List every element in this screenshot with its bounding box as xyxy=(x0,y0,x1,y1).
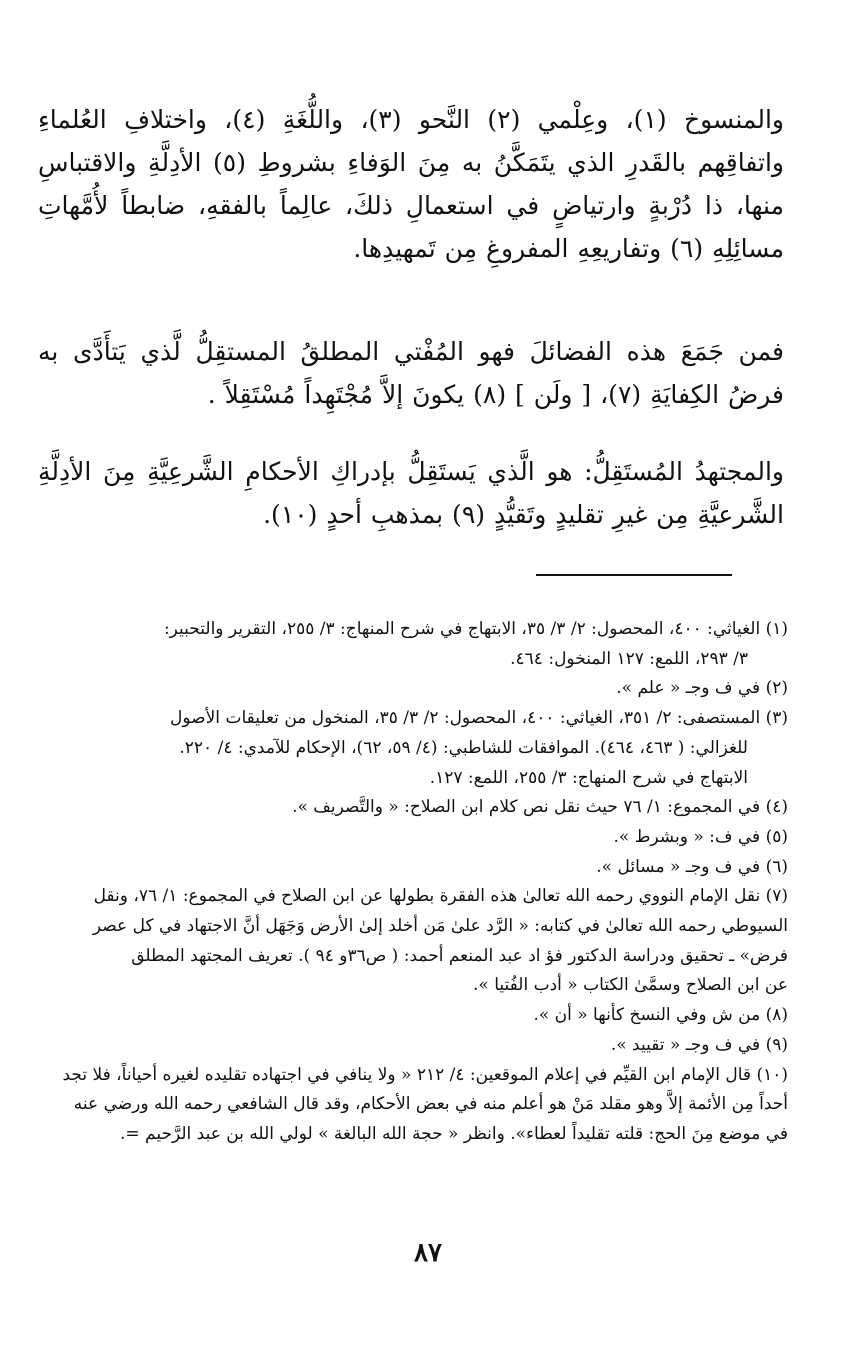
footnote-line: الابتهاج في شرح المنهاج: ٣/ ٢٥٥، اللمع: ١٢٧. xyxy=(429,767,748,788)
page-number: ٨٧ xyxy=(414,1238,442,1268)
footnote-line: (٨) من ش وفي النسخ كأنها « أن ». xyxy=(533,1005,788,1026)
body-paragraph-3: والمجتهدُ المُستَقِلُّ: هو الَّذي يَستَقِلُّ بإدراكِ الأحكامِ الشَّرعِيَّةِ مِنَ الأدِلَّةِ الشَّرعيَّةِ مِن غيرِ تقليدٍ وتَقيُّدٍ (٩) بمذهبِ أحدٍ (١٠). xyxy=(38,457,784,529)
footnote-line: ٣/ ٢٩٣، اللمع: ١٢٧ المنخول: ٤٦٤. xyxy=(510,648,748,669)
footnote-line: فرض» ـ تحقيق ودراسة الدكتور فؤ اد عبد المنعم أحمد: ( ص٣٦و ٩٤ ). تعريف المجتهد المطلق xyxy=(131,945,788,966)
footnotes-list xyxy=(32,615,788,1150)
footnote-line: (٤) في المجموع: ١/ ٧٦ حيث نقل نص كلام ابن الصلاح: « والتَّصريف ». xyxy=(292,797,788,818)
footnote-line: السيوطي رحمه الله تعالىٰ في كتابه: « الرَّد علىٰ مَن أخلد إلىٰ الأرض وَجَهَل أنَّ الاجتهاد في كل عصر xyxy=(92,916,788,937)
footnote-line: (٢) في ف وجـ « علم ». xyxy=(616,678,788,699)
footnote-line: (٩) في ف وجـ « تقييد ». xyxy=(610,1034,788,1055)
body-paragraph-1: والمنسوخ (١)، وعِلْمي (٢) النَّحو (٣)، واللُّغَةِ (٤)، واختلافِ العُلماءِ واتفاقِهم بالقَدرِ الذي يتَمَكَّنُ به مِنَ الوَفاءِ بشروطِ (٥) الأدِلَّةِ والاقتباسِ منها، ذا دُرْبةٍ وارتياضٍ في استعمالِ ذلكَ، عالِماً بالفقهِ، ضابطاً لأُمَّهاتِ مسائِلِهِ (٦) وتفاريعِهِ المفروغِ مِن تَمهيدِها. xyxy=(38,105,784,263)
footnote-line: (٦) في ف وجـ « مسائل ». xyxy=(596,856,788,877)
body-paragraph-2: فمن جَمَعَ هذه الفضائلَ فهو المُفْتي المطلقُ المستقِلُّ لَّذي يَتأَدَّى به فرضُ الكِفايَةِ (٧)، [ ولَن ] (٨) يكونَ إلاَّ مُجْتَهِداً مُسْتَقِلاً . xyxy=(38,337,784,409)
footnote-line: (٥) في ف: « وبشرط ». xyxy=(613,826,788,847)
footnote-line: أحداً مِن الأئمة إلاَّ وهو مقلد مَنْ هو أعلم منه في بعض الأحكام، وقد قال الشافعي رحمه الله ورضي عنه xyxy=(73,1094,788,1115)
footnote-line: (١) الغياثي: ٤٠٠، المحصول: ٢/ ٣/ ٣٥، الابتهاج في شرح المنهاج: ٣/ ٢٥٥، التقرير والتحبير: xyxy=(163,619,788,639)
footnote-line: (٧) نقل الإمام النووي رحمه الله تعالىٰ هذه الفقرة بطولها عن ابن الصلاح في المجموع: ١/ ٧٦، ونقل xyxy=(93,886,788,907)
footnote-separator xyxy=(536,574,732,576)
footnote-line: (٣) المستصفى: ٢/ ٣٥١، الغياثي: ٤٠٠، المحصول: ٢/ ٣/ ٣٥، المنخول من تعليقات الأصول xyxy=(170,708,788,729)
footnote-line: للغزالي: ( ٤٦٣، ٤٦٤). الموافقات للشاطبي: (٤/ ٥٩، ٦٢)، الإحكام للآمدي: ٤/ ٢٢٠. xyxy=(179,737,748,758)
footnote-line: في موضع مِنَ الحج: قلته تقليداً لعطاء». وانظر « حجة الله البالغة » لولي الله بن عبد الرَّحيم =. xyxy=(119,1123,788,1144)
footnote-line: عن ابن الصلاح وسمَّىٰ الكتاب « أدب الفُتيا ». xyxy=(473,975,788,996)
footnote-line: (١٠) قال الإمام ابن القيِّم في إعلام الموقعين: ٤/ ٢١٢ « ولا ينافي في اجتهاده تقليده لغيره أحياناً، فلا تجد xyxy=(62,1064,788,1085)
